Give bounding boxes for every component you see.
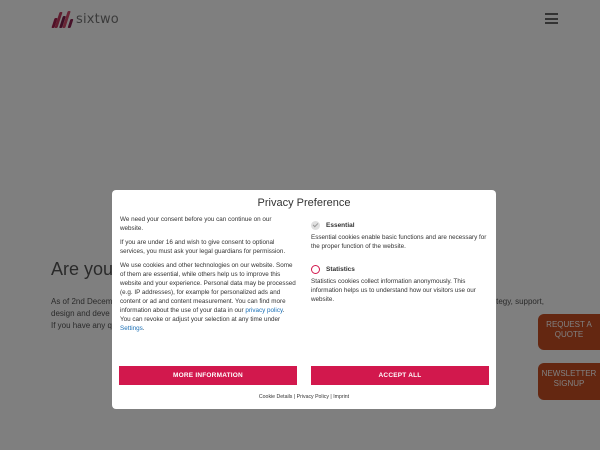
statistics-option[interactable] <box>311 264 487 274</box>
essential-option <box>311 220 487 230</box>
dialog-description <box>120 215 296 338</box>
link-separator: | <box>330 394 332 400</box>
privacy-policy-link[interactable]: privacy policy <box>245 307 283 314</box>
cookie-info: We use cookies and other technologies on our website. Some of them are essential, while others help us to improve this website and your experience. Personal data may be processed (e.g. IP addresses), for example for personalized ads and content or ad and content measurement. You can find more information about the use of your data in our privacy policy. You can revoke or adjust your selection at any time under Settings. <box>120 262 296 332</box>
dialog-title: Privacy Preference <box>257 197 351 209</box>
footer-links <box>112 394 496 400</box>
essential-label: Essential <box>326 221 355 229</box>
settings-link[interactable]: Settings <box>120 325 143 332</box>
cookie-details-link[interactable]: Cookie Details <box>258 394 293 400</box>
imprint-link[interactable]: Imprint <box>333 394 350 400</box>
link-separator: | <box>293 394 296 400</box>
privacy-policy-footer-link[interactable]: Privacy Policy <box>296 394 329 400</box>
essential-description: Essential cookies enable basic functions and are necessary for the proper function of the website. <box>311 234 487 250</box>
statistics-checkbox[interactable] <box>311 265 320 274</box>
guardian-notice: If you are under 16 and wish to give consent to optional services, you must ask your legal guardians for permission. <box>120 239 286 255</box>
statistics-label[interactable]: Statistics <box>326 265 355 273</box>
consent-intro: We need your consent before you can continue on our website. <box>120 216 272 232</box>
privacy-dialog <box>112 190 496 409</box>
statistics-description: Statistics cookies collect information anonymously. This information helps us to understand how our visitors use our website. <box>311 278 476 303</box>
more-information-button[interactable]: MORE INFORMATION <box>119 366 297 385</box>
accept-all-button[interactable]: ACCEPT ALL <box>311 366 489 385</box>
essential-checkbox <box>311 221 320 230</box>
cookie-options <box>311 220 487 317</box>
